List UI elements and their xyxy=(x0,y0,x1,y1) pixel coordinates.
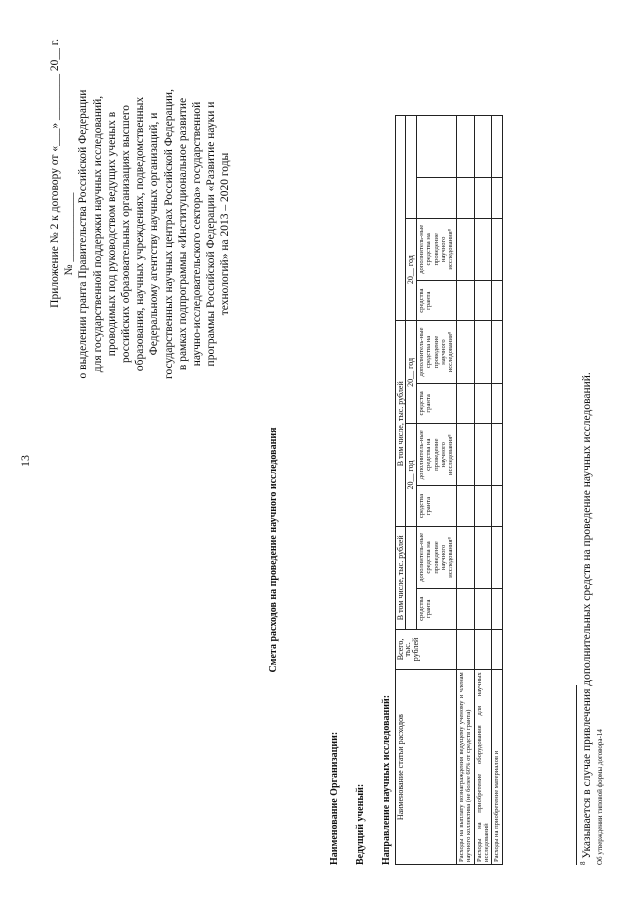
appendix-line: для государственной поддержки научных исследований, xyxy=(91,95,104,373)
cell xyxy=(456,218,474,280)
appendix-line: программы Российской Федерации «Развитие науки и xyxy=(205,101,218,367)
footnote-marker: 8 xyxy=(579,861,587,865)
header-grant-funds: средства гранта xyxy=(416,383,456,424)
header-year: 20__ год xyxy=(406,218,416,321)
header-year: 20__ год xyxy=(406,321,416,424)
header-including: В том числе, тыс. рублей xyxy=(396,321,406,526)
footnote xyxy=(579,372,593,865)
header-blank xyxy=(416,116,456,178)
header-additional-funds: дополнитель-ные средства на проведение научного исследования⁸ xyxy=(416,424,456,486)
cell xyxy=(456,588,474,629)
cell xyxy=(456,629,474,670)
header-additional-funds: дополнитель-ные средства на проведение научного исследования⁸ xyxy=(416,526,456,588)
cell xyxy=(456,280,474,321)
cell xyxy=(474,321,492,383)
header-blank xyxy=(416,178,456,219)
header-total: Всего, тыс. рублей xyxy=(396,629,457,670)
cell xyxy=(492,424,502,486)
appendix-line: научно-исследовательского сектора» государственной xyxy=(191,101,204,367)
cell xyxy=(492,280,502,321)
cell xyxy=(474,218,492,280)
estimate-title: Смета расходов на проведение научного исследования xyxy=(268,427,279,673)
header-including: В том числе, тыс. рублей xyxy=(396,526,406,629)
header-grant-funds: средства гранта xyxy=(416,280,456,321)
header-empty xyxy=(396,116,406,322)
table-header-row xyxy=(396,116,406,865)
cell xyxy=(474,383,492,424)
footnote-divider xyxy=(576,685,577,865)
header-expense-item: Наименование статьи расходов xyxy=(396,670,457,865)
lead-scientist-label: Ведущий ученый: xyxy=(355,783,366,865)
header-blank xyxy=(406,526,416,629)
cell xyxy=(492,178,502,219)
cell xyxy=(474,526,492,588)
appendix-line: российских образовательных организациях высшего xyxy=(120,104,133,364)
cell xyxy=(492,588,502,629)
appendix-line: проводимых под руководством ведущих ученых в xyxy=(105,111,118,357)
cell xyxy=(474,178,492,219)
cell xyxy=(474,280,492,321)
appendix-title: Приложение № 2 к договору от «___» ________ 20__ г. xyxy=(49,39,61,308)
cell xyxy=(456,383,474,424)
cell xyxy=(456,486,474,527)
page-number: 13 xyxy=(18,455,32,467)
estimate-table xyxy=(395,115,503,865)
approval-note: Об утверждении типовой формы договора-14 xyxy=(596,729,604,865)
cell xyxy=(492,486,502,527)
cell xyxy=(474,486,492,527)
cell xyxy=(456,526,474,588)
cell xyxy=(456,116,474,178)
row-expense-name: Расходы на выплату вознаграждения ведущему ученому и членам научного коллектива (не более 60% от средств гранта) xyxy=(456,670,474,865)
table-row xyxy=(474,116,492,865)
cell xyxy=(492,218,502,280)
header-grant-funds: средства гранта xyxy=(416,486,456,527)
appendix-line: о выделении гранта Правительства Российской Федерации xyxy=(77,89,90,379)
cell xyxy=(456,321,474,383)
footnote-text: Указывается в случае привлечения дополнительных средств на проведение научных исследований. xyxy=(580,372,593,859)
cell xyxy=(474,424,492,486)
header-blank xyxy=(406,116,416,219)
research-direction-label: Направление научных исследований: xyxy=(381,694,392,865)
cell xyxy=(456,178,474,219)
appendix-line: Федеральному агентству научных организаций, и xyxy=(148,112,161,356)
table-row xyxy=(456,116,474,865)
cell xyxy=(474,588,492,629)
cell xyxy=(456,424,474,486)
appendix-header xyxy=(48,39,233,429)
row-expense-name: Расходы на приобретение материалов и xyxy=(492,670,502,865)
appendix-line: в рамках подпрограммы «Институциональное развитие xyxy=(176,97,189,371)
appendix-line: образования, научных учреждениях, подведомственных xyxy=(134,96,147,372)
header-additional-funds: дополнитель-ные средства на проведение научного исследования⁸ xyxy=(416,218,456,280)
header-additional-funds: дополнитель-ные средства на проведение научного исследования⁸ xyxy=(416,321,456,383)
header-year: 20__ год xyxy=(406,424,416,527)
table-row xyxy=(492,116,502,865)
cell xyxy=(474,116,492,178)
header-grant-funds: средства гранта xyxy=(416,588,456,629)
cell xyxy=(492,321,502,383)
row-expense-name: Расходы на приобретение оборудования для научных исследований xyxy=(474,670,492,865)
cell xyxy=(474,629,492,670)
appendix-line: государственных научных центрах Российской Федерации, xyxy=(162,89,175,379)
organization-label: Наименование Организации: xyxy=(329,731,340,865)
appendix-line: технологий» на 2013 – 2020 годы xyxy=(219,152,232,316)
cell xyxy=(492,629,502,670)
cell xyxy=(492,116,502,178)
agreement-number: № ____________ xyxy=(63,192,76,276)
cell xyxy=(492,383,502,424)
cell xyxy=(492,526,502,588)
